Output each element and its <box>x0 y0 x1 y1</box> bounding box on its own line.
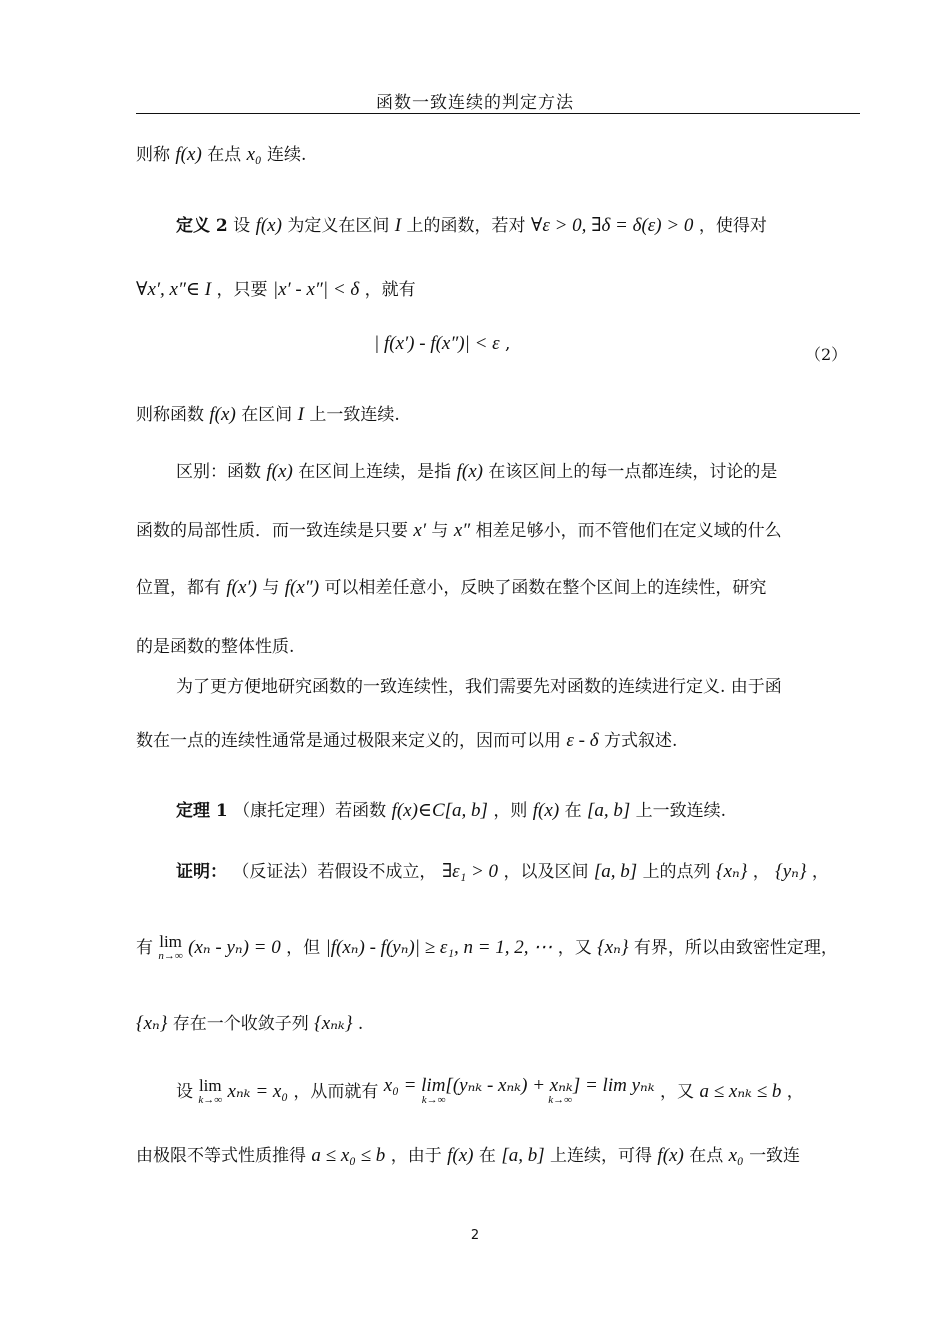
math-expr: f(x) <box>657 1145 684 1166</box>
text: 上的函数，若对 <box>406 216 526 236</box>
text: 方式叙述. <box>603 731 678 751</box>
text: 上连续，可得 <box>550 1146 653 1166</box>
text: ，以及区间 <box>503 862 589 882</box>
text: ，就有 <box>364 280 416 300</box>
body-line <box>136 517 782 545</box>
text: 与 <box>431 521 449 541</box>
text: ，则 <box>493 801 528 821</box>
math-expr: | f(x′) - f(x″)| < ε <box>374 333 500 354</box>
math-expr: f(x) <box>532 800 560 821</box>
text: ，又 <box>660 1082 695 1102</box>
text: 在 <box>478 1146 496 1166</box>
lim-text: lim <box>159 932 182 951</box>
body-line <box>136 1142 800 1170</box>
text: 上一致连续. <box>635 801 727 821</box>
text: ，又 <box>557 938 592 958</box>
math-expr: x″ <box>453 520 471 541</box>
text: 一致连 <box>749 1146 801 1166</box>
display-equation <box>374 330 510 358</box>
theorem-1 <box>176 797 726 825</box>
body-line <box>136 633 294 661</box>
text: 与 <box>262 578 280 598</box>
text: 可以相差任意小，反映了函数在整个区间上的连续性，研究 <box>324 578 767 598</box>
math-expr: a ≤ xₙₖ ≤ b <box>699 1081 782 1102</box>
text: 上一致连续. <box>309 405 400 425</box>
lim-subscript: k→∞ <box>421 1094 446 1106</box>
text: 函数的局部性质．而一致连续是只要 <box>136 521 408 541</box>
header-rule <box>136 113 860 114</box>
text: 由极限不等式性质推得 <box>136 1146 306 1166</box>
theorem-label: 定理 1 <box>176 801 228 821</box>
math-expr: ε - δ <box>566 730 599 751</box>
lim-subscript: k→∞ <box>548 1094 573 1106</box>
math-expr: f(x) <box>456 461 483 482</box>
math-expr: f(x) <box>209 404 236 425</box>
math-expr: a ≤ x₀ ≤ b <box>311 1145 386 1166</box>
text: ， <box>786 1082 804 1102</box>
text: 在区间上连续，是指 <box>298 462 452 482</box>
body-line <box>136 934 838 963</box>
body-line <box>136 141 306 169</box>
math-expr: I <box>394 215 402 236</box>
math-expr: f(x′) <box>226 577 257 598</box>
math-expr: f(x) <box>255 215 282 236</box>
text: 为了更方便地研究函数的一致连续性，我们需要先对函数的连续进行定义. 由于函 <box>176 677 782 697</box>
math-expr: [a, b] <box>501 1145 545 1166</box>
math-expr: {yₙ} <box>775 861 807 882</box>
math-expr: {xₙₖ} <box>314 1013 353 1034</box>
text: 数在一点的连续性通常是通过极限来定义的，因而可以用 <box>136 731 561 751</box>
text: 连续. <box>267 145 307 165</box>
body-line <box>136 1010 363 1038</box>
body-line <box>176 673 782 701</box>
text: （康托定理）若函数 <box>233 801 387 821</box>
math-expr: {xₙ} <box>136 1013 168 1034</box>
math-expr: |f(xₙ) - f(yₙ)| ≥ ε₁, n = 1, 2, ⋯ <box>325 937 553 958</box>
lim-subscript: n→∞ <box>158 950 183 962</box>
text: ，但 <box>286 938 321 958</box>
math-expr: (xₙ - yₙ) = 0 <box>188 937 281 958</box>
text: 的是函数的整体性质. <box>136 637 295 657</box>
definition-2 <box>176 212 767 240</box>
math-expr: x₀ = lim[(yₙₖ - xₙₖ) + xₙₖ] = lim yₙₖ <box>383 1075 655 1096</box>
math-expr: [a, b] <box>586 800 631 821</box>
text: 在区间 <box>241 405 293 425</box>
body-line <box>136 574 766 602</box>
math-expr: f(x) <box>266 461 293 482</box>
text: 则称函数 <box>136 405 204 425</box>
math-expr: [a, b] <box>593 861 638 882</box>
text: ， <box>752 862 770 882</box>
math-expr: f(x) <box>447 1145 474 1166</box>
limit-expression <box>383 1075 655 1107</box>
body-line <box>136 727 677 755</box>
body-line <box>176 1075 804 1107</box>
text: 有 <box>136 938 153 958</box>
math-expr: {xₙ} <box>715 861 748 882</box>
page-number: 2 <box>470 1228 480 1243</box>
proof-start <box>176 858 829 886</box>
text: 存在一个收敛子列 <box>172 1014 309 1034</box>
math-expr: ∀ε > 0, ∃δ = δ(ε) > 0 <box>530 215 694 236</box>
text: ，只要 <box>216 280 268 300</box>
text: （反证法）若假设不成立， <box>232 862 437 882</box>
text: 上的点列 <box>642 862 711 882</box>
text: 设 <box>176 1082 193 1102</box>
text: 在点 <box>207 145 242 165</box>
body-line <box>176 458 777 486</box>
text: 在该区间上的每一点都连续，讨论的是 <box>488 462 778 482</box>
math-expr: x₀ <box>728 1145 744 1166</box>
text: 为定义在区间 <box>287 216 390 236</box>
math-expr: x′ <box>413 520 426 541</box>
math-expr: f(x)∈C[a, b] <box>391 800 488 821</box>
limit-operator <box>198 1076 223 1107</box>
body-line <box>136 401 400 429</box>
text: 设 <box>233 216 251 236</box>
definition-label: 定义 2 <box>176 216 228 236</box>
math-expr: I <box>297 404 304 425</box>
math-expr: {xₙ} <box>597 937 629 958</box>
text: . <box>357 1014 364 1034</box>
math-expr: |x′ - x″| < δ <box>272 279 360 300</box>
lim-subscript: k→∞ <box>198 1094 223 1106</box>
text: ，从而就有 <box>293 1082 379 1102</box>
body-line <box>136 276 416 304</box>
text: 区别：函数 <box>176 462 261 482</box>
text: 位置，都有 <box>136 578 221 598</box>
lim-text: lim <box>198 1076 222 1095</box>
math-expr: xₙₖ = x₀ <box>227 1081 288 1102</box>
text: ，由于 <box>390 1146 442 1166</box>
text: ，使得对 <box>698 216 767 236</box>
math-expr: x₀ <box>246 144 262 165</box>
text: 则称 <box>136 145 170 165</box>
text: 有界，所以由致密性定理， <box>633 938 838 958</box>
text: ， <box>811 862 829 882</box>
text: , <box>505 334 511 354</box>
text: 在点 <box>689 1146 724 1166</box>
math-expr: f(x) <box>175 144 202 165</box>
math-expr: ∀x′, x″∈ I <box>136 279 212 300</box>
equation-number: （2） <box>805 345 848 364</box>
math-expr: ∃ε₁ > 0 <box>441 861 499 882</box>
text: 相差足够小，而不管他们在定义域的什么 <box>475 521 782 541</box>
limit-operator <box>158 932 183 963</box>
running-header-title: 函数一致连续的判定方法 <box>376 93 574 113</box>
text: 在 <box>564 801 582 821</box>
math-expr: f(x″) <box>284 577 320 598</box>
proof-label: 证明： <box>176 862 227 882</box>
